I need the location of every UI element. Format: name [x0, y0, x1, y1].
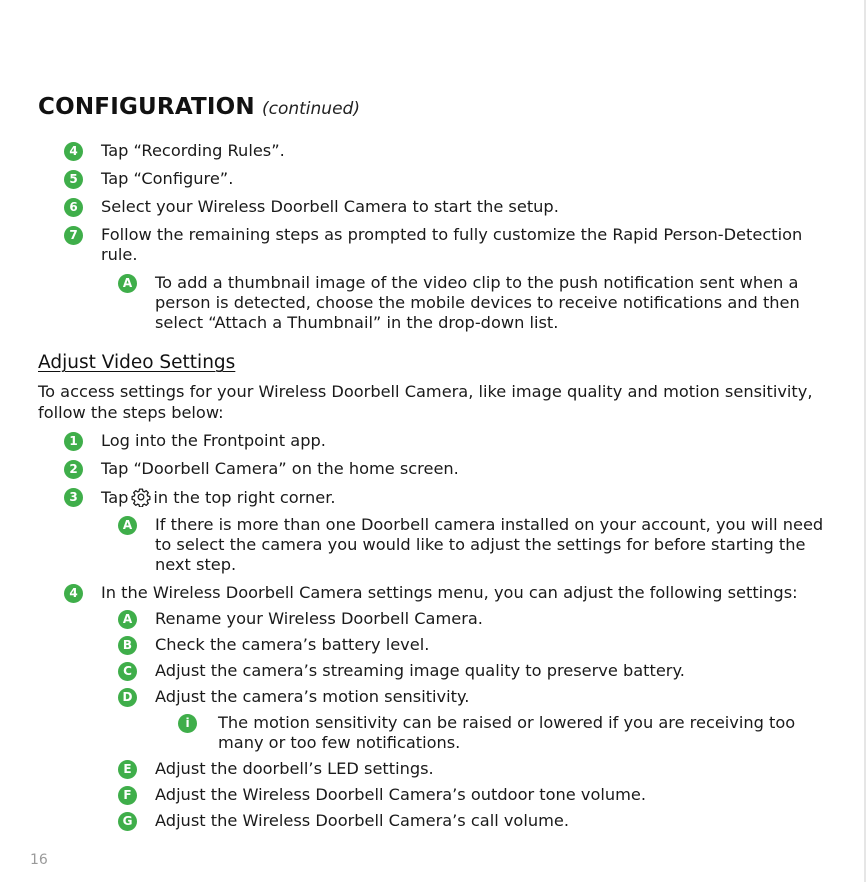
setting-outdoor-tone: Adjust the Wireless Doorbell Camera’s outdoor tone volume. [155, 785, 647, 804]
page-heading [38, 94, 360, 120]
info-note: The motion sensitivity can be raised or lowered if you are receiving too many or too few notifications. [218, 713, 796, 752]
step-tap-gear [101, 487, 841, 512]
setting-led: Adjust the doorbell’s LED settings. [155, 759, 434, 778]
step-badge-1: 1 [64, 432, 83, 451]
step-settings-menu: In the Wireless Doorbell Camera settings menu, you can adjust the following settings: [101, 583, 798, 602]
gear-icon [131, 487, 151, 512]
section-intro: To access settings for your Wireless Doorbell Camera, like image quality and motion sensitivity, follow the steps below: [38, 382, 813, 422]
step-badge-5: 5 [64, 170, 83, 189]
heading-title: CONFIGURATION [38, 94, 255, 120]
setting-battery: Check the camera’s battery level. [155, 635, 430, 654]
section-title: Adjust Video Settings [38, 352, 236, 373]
setting-badge-a: A [118, 610, 137, 629]
step-log-in: Log into the Frontpoint app. [101, 431, 326, 450]
setting-badge-b: B [118, 636, 137, 655]
setting-call-volume: Adjust the Wireless Doorbell Camera’s call volume. [155, 811, 569, 830]
setting-motion-sensitivity: Adjust the camera’s motion sensitivity. [155, 687, 470, 706]
step-tap-doorbell: Tap “Doorbell Camera” on the home screen. [101, 459, 459, 478]
step-select-camera: Select your Wireless Doorbell Camera to start the setup. [101, 197, 559, 216]
step-badge-4: 4 [64, 584, 83, 603]
info-icon: i [178, 714, 197, 733]
substep-badge-a: A [118, 274, 137, 293]
substep-badge-a: A [118, 516, 137, 535]
step-configure: Tap “Configure”. [101, 169, 234, 188]
step-tap-gear-prefix: Tap [101, 488, 129, 507]
substep-thumbnail: To add a thumbnail image of the video clip to the push notification sent when a person is detected, choose the mobile devices to receive notifications and then select “Attach a Thumbnail” in the drop-down list. [155, 273, 800, 332]
step-badge-2: 2 [64, 460, 83, 479]
setting-image-quality: Adjust the camera’s streaming image quality to preserve battery. [155, 661, 685, 680]
setting-rename: Rename your Wireless Doorbell Camera. [155, 609, 483, 628]
step-badge-3: 3 [64, 488, 83, 507]
page-number: 16 [30, 852, 48, 868]
setting-badge-e: E [118, 760, 137, 779]
step-tap-gear-suffix: in the top right corner. [153, 488, 336, 507]
step-follow-remaining: Follow the remaining steps as prompted to fully customize the Rapid Person-Detection rule. [101, 225, 803, 264]
setting-badge-f: F [118, 786, 137, 805]
substep-multiple-cameras: If there is more than one Doorbell camera installed on your account, you will need to select the camera you would like to adjust the settings for before starting the next step. [155, 515, 824, 574]
step-recording-rules: Tap “Recording Rules”. [101, 141, 285, 160]
step-badge-7: 7 [64, 226, 83, 245]
page-edge-rule [864, 0, 866, 882]
step-badge-6: 6 [64, 198, 83, 217]
heading-subtitle: (continued) [261, 99, 360, 119]
step-badge-4: 4 [64, 142, 83, 161]
setting-badge-g: G [118, 812, 137, 831]
setting-badge-c: C [118, 662, 137, 681]
setting-badge-d: D [118, 688, 137, 707]
